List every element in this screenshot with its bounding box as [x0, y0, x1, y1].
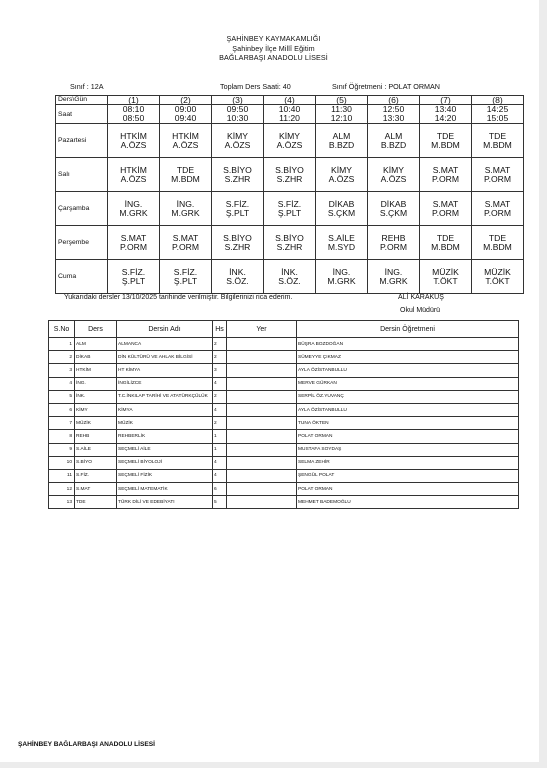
page-edge-shadow-bottom [0, 762, 547, 768]
subject-teacher: SÜMEYYE ÇIKMAZ [297, 351, 519, 364]
subject-yer [227, 390, 297, 403]
lesson-code: S.FİZ. [225, 198, 250, 209]
lesson-cell [108, 158, 160, 192]
period-time [160, 105, 212, 124]
subject-teacher: MERVE GÜRKAN [297, 377, 519, 390]
period-number: (7) [420, 96, 472, 105]
subject-teacher: MEHMET BADEMOĞLU [297, 496, 519, 509]
period-time [264, 105, 316, 124]
lesson-code: S.FİZ. [121, 266, 146, 277]
period-start: 10:40 [278, 104, 301, 114]
lesson-cell [264, 260, 316, 294]
lesson-teacher: Ş.PLT [121, 275, 146, 286]
subject-no: 1 [49, 338, 75, 351]
table-row [49, 390, 519, 403]
lesson-code: KİMY [382, 164, 404, 175]
lesson-cell [472, 260, 524, 294]
lesson-cell [420, 124, 472, 158]
subject-no: 10 [49, 456, 75, 469]
lesson-teacher: S.ZHR [276, 241, 303, 252]
lesson-teacher: S.ÖZ. [278, 275, 301, 286]
lesson-teacher: P.ORM [171, 241, 200, 252]
class-label: Sınıf : 12A [70, 82, 104, 91]
lesson-cell [212, 192, 264, 226]
period-number: (5) [316, 96, 368, 105]
lesson-teacher: Ş.PLT [225, 207, 250, 218]
lesson-cell [420, 158, 472, 192]
lesson-code: S.BİYO [275, 232, 304, 243]
subject-yer [227, 430, 297, 443]
period-time [420, 105, 472, 124]
lesson-cell [368, 124, 420, 158]
schedule-note: Yukarıdaki dersler 13/10/2025 tarihinde verilmiştir. Bilgilerinizi rica ederim. [64, 294, 293, 301]
period-number: (3) [212, 96, 264, 105]
lesson-cell [368, 226, 420, 260]
schedule-day-row [56, 260, 524, 294]
lesson-code: TDE [436, 232, 455, 243]
schedule-day-row [56, 192, 524, 226]
weekly-schedule-table [55, 95, 524, 294]
lesson-code: İNG. [384, 266, 403, 277]
time-row-label: Saat [56, 105, 108, 124]
lesson-code: S.MAT [172, 232, 199, 243]
period-start: 13:40 [434, 104, 457, 114]
class-teacher: Sınıf Öğretmeni : POLAT ORMAN [332, 82, 440, 91]
subject-teacher: AYLA ÖZİSTANBULLU [297, 364, 519, 377]
lesson-teacher: S.ÇKM [379, 207, 408, 218]
subject-no: 2 [49, 351, 75, 364]
lesson-teacher: A.ÖZS [380, 173, 407, 184]
subjects-header: Dersin Adı [117, 321, 213, 338]
subject-hs: 6 [213, 483, 227, 496]
subject-teacher: AYLA ÖZİSTANBULLU [297, 403, 519, 416]
lesson-teacher: P.ORM [379, 241, 408, 252]
lesson-cell [160, 260, 212, 294]
lesson-teacher: M.BDM [431, 139, 460, 150]
lesson-code: S.MAT [432, 198, 459, 209]
table-row [49, 469, 519, 482]
lesson-cell [160, 124, 212, 158]
lesson-teacher: M.GRK [379, 275, 408, 286]
lesson-cell [160, 226, 212, 260]
subject-name: SEÇMELİ BİYOLOJİ [117, 456, 213, 469]
lesson-cell [108, 192, 160, 226]
period-end: 09:40 [174, 113, 197, 124]
subject-code: S.FİZ. [75, 469, 117, 482]
period-start: 09:50 [226, 104, 249, 114]
period-start: 08:10 [122, 104, 145, 114]
lesson-code: TDE [488, 130, 507, 141]
period-number: (8) [472, 96, 524, 105]
lesson-teacher: B.BZD [380, 139, 407, 150]
lesson-teacher: S.ZHR [276, 173, 303, 184]
subject-hs: 2 [213, 390, 227, 403]
lesson-code: İNG. [332, 266, 351, 277]
subject-yer [227, 377, 297, 390]
lesson-cell [264, 226, 316, 260]
subject-code: TDE [75, 496, 117, 509]
lesson-teacher: P.ORM [119, 241, 148, 252]
table-row [49, 456, 519, 469]
lesson-cell [212, 158, 264, 192]
subject-teacher: SELMA ZEHİR [297, 456, 519, 469]
subject-hs: 4 [213, 403, 227, 416]
lesson-code: DİKAB [380, 198, 407, 209]
subject-teacher: TUNA ÖKTEN [297, 417, 519, 430]
lesson-code: ALM [384, 130, 403, 141]
subject-hs: 1 [213, 430, 227, 443]
lesson-teacher: P.ORM [483, 207, 512, 218]
subject-hs: 5 [213, 496, 227, 509]
lesson-code: KİMY [278, 130, 300, 141]
table-row [49, 417, 519, 430]
subject-code: KİMY [75, 403, 117, 416]
lesson-code: DİKAB [328, 198, 355, 209]
lesson-cell [264, 192, 316, 226]
subject-no: 5 [49, 390, 75, 403]
lesson-cell [368, 192, 420, 226]
lesson-code: S.AİLE [328, 232, 355, 243]
table-row [49, 443, 519, 456]
period-start: 14:25 [486, 104, 509, 114]
lesson-teacher: A.ÖZS [276, 139, 303, 150]
lesson-teacher: S.ZHR [224, 241, 251, 252]
footer-school-name: ŞAHİNBEY BAĞLARBAŞI ANADOLU LİSESİ [18, 741, 156, 748]
table-row [49, 496, 519, 509]
subject-name: HT KİMYA [117, 364, 213, 377]
subjects-header: Ders [75, 321, 117, 338]
lesson-teacher: B.BZD [328, 139, 355, 150]
period-end: 11:20 [279, 113, 300, 124]
lesson-teacher: M.BDM [483, 241, 512, 252]
lesson-code: MÜZİK [432, 266, 459, 277]
schedule-corner: Ders\Gün [56, 96, 108, 105]
subject-hs: 4 [213, 469, 227, 482]
lesson-teacher: T.ÖKT [433, 275, 458, 286]
subject-yer [227, 417, 297, 430]
lesson-code: KİMY [226, 130, 248, 141]
period-end: 12:10 [330, 113, 353, 124]
subject-no: 12 [49, 483, 75, 496]
period-end: 15:05 [486, 113, 509, 124]
lesson-teacher: S.ÖZ. [226, 275, 249, 286]
lesson-teacher: A.ÖZS [120, 139, 147, 150]
subject-teacher: SERPİL ÖZ.YUVANÇ [297, 390, 519, 403]
lesson-cell [108, 226, 160, 260]
lesson-code: ALM [332, 130, 351, 141]
subject-yer [227, 496, 297, 509]
lesson-teacher: A.ÖZS [328, 173, 355, 184]
subject-yer [227, 456, 297, 469]
schedule-day-row [56, 124, 524, 158]
lesson-cell [316, 226, 368, 260]
subject-yer [227, 403, 297, 416]
subject-hs: 4 [213, 456, 227, 469]
lesson-teacher: A.ÖZS [120, 173, 147, 184]
subject-code: HTKİM [75, 364, 117, 377]
table-row [49, 377, 519, 390]
subject-name: TÜRK DİLİ VE EDEBİYATI [117, 496, 213, 509]
lesson-cell [472, 158, 524, 192]
subject-code: ALM [75, 338, 117, 351]
subject-no: 11 [49, 469, 75, 482]
lesson-code: İNG. [176, 198, 195, 209]
lesson-cell [316, 124, 368, 158]
lesson-cell [212, 226, 264, 260]
lesson-code: REHB [381, 232, 406, 243]
period-end: 10:30 [226, 113, 249, 124]
lesson-teacher: M.GRK [119, 207, 148, 218]
lesson-teacher: S.ÇKM [327, 207, 356, 218]
page-edge-shadow [539, 0, 547, 768]
subject-no: 9 [49, 443, 75, 456]
lesson-teacher: A.ÖZS [172, 139, 199, 150]
subject-yer [227, 443, 297, 456]
subjects-header: Yer [227, 321, 297, 338]
table-row [49, 364, 519, 377]
lesson-code: S.MAT [432, 164, 459, 175]
period-end: 08:50 [122, 113, 145, 124]
lesson-cell [264, 124, 316, 158]
lesson-teacher: A.ÖZS [224, 139, 251, 150]
period-number: (4) [264, 96, 316, 105]
lesson-teacher: P.ORM [483, 173, 512, 184]
subject-name: İNGİLİZCE [117, 377, 213, 390]
lesson-cell [316, 192, 368, 226]
lesson-cell [368, 158, 420, 192]
lesson-cell [316, 158, 368, 192]
subject-no: 3 [49, 364, 75, 377]
lesson-code: TDE [176, 164, 195, 175]
subject-no: 4 [49, 377, 75, 390]
subject-name: T.C.İNKILAP TARİHİ VE ATATÜRKÇÜLÜK [117, 390, 213, 403]
subject-teacher: ŞENGÜL POLAT [297, 469, 519, 482]
subjects-header: Dersin Öğretmeni [297, 321, 519, 338]
subject-name: KİMYA [117, 403, 213, 416]
subjects-table [48, 320, 519, 509]
principal-title: Okul Müdürü [400, 307, 441, 314]
subject-code: S.MAT [75, 483, 117, 496]
subject-teacher: POLAT ORMAN [297, 430, 519, 443]
day-label: Salı [56, 158, 108, 192]
lesson-teacher: M.BDM [171, 173, 200, 184]
lesson-cell [212, 124, 264, 158]
subject-code: DİKAB [75, 351, 117, 364]
subject-name: SEÇMELİ AİLE [117, 443, 213, 456]
subject-no: 7 [49, 417, 75, 430]
period-start: 12:50 [382, 104, 405, 114]
schedule-day-row [56, 158, 524, 192]
lesson-teacher: P.ORM [431, 173, 460, 184]
lesson-cell [420, 260, 472, 294]
lesson-code: S.MAT [484, 164, 511, 175]
lesson-code: S.MAT [120, 232, 147, 243]
subject-code: İNK. [75, 390, 117, 403]
period-time [316, 105, 368, 124]
subjects-header: Hs [213, 321, 227, 338]
table-row [49, 430, 519, 443]
period-end: 14:20 [434, 113, 457, 124]
lesson-code: S.FİZ. [277, 198, 302, 209]
lesson-teacher: M.SYD [327, 241, 356, 252]
subject-no: 8 [49, 430, 75, 443]
lesson-cell [472, 124, 524, 158]
subject-code: MÜZİK [75, 417, 117, 430]
subject-hs: 1 [213, 443, 227, 456]
header-line-3: BAĞLARBAŞI ANADOLU LİSESİ [219, 53, 328, 63]
period-time [472, 105, 524, 124]
lesson-teacher: T.ÖKT [485, 275, 510, 286]
principal-name: ALİ KARAKUŞ [398, 294, 444, 301]
subject-hs: 2 [213, 338, 227, 351]
lesson-teacher: Ş.PLT [277, 207, 302, 218]
lesson-teacher: M.BDM [431, 241, 460, 252]
lesson-cell [212, 260, 264, 294]
day-label: Çarşamba [56, 192, 108, 226]
document-header [0, 34, 547, 63]
subject-yer [227, 469, 297, 482]
day-label: Pazartesi [56, 124, 108, 158]
lesson-code: İNG. [124, 198, 143, 209]
day-label: Cuma [56, 260, 108, 294]
subject-teacher: BÜŞRA BOZDOĞAN [297, 338, 519, 351]
period-number: (6) [368, 96, 420, 105]
subject-hs: 2 [213, 351, 227, 364]
period-end: 13:30 [382, 113, 405, 124]
schedule-day-row [56, 226, 524, 260]
lesson-cell [472, 192, 524, 226]
day-label: Perşembe [56, 226, 108, 260]
lesson-code: S.FİZ. [173, 266, 198, 277]
lesson-cell [420, 192, 472, 226]
lesson-cell [264, 158, 316, 192]
lesson-cell [420, 226, 472, 260]
subject-code: REHB [75, 430, 117, 443]
lesson-cell [472, 226, 524, 260]
lesson-code: TDE [436, 130, 455, 141]
lesson-cell [108, 124, 160, 158]
subject-name: ALMANCA [117, 338, 213, 351]
lesson-teacher: M.BDM [483, 139, 512, 150]
lesson-code: HTKİM [120, 130, 147, 141]
table-row [49, 338, 519, 351]
subject-name: SEÇMELİ MATEMATİK [117, 483, 213, 496]
subject-yer [227, 338, 297, 351]
subject-name: REHBERLİK [117, 430, 213, 443]
subjects-header: S.No [49, 321, 75, 338]
lesson-teacher: M.GRK [327, 275, 356, 286]
period-time [212, 105, 264, 124]
table-row [49, 403, 519, 416]
lesson-cell [160, 158, 212, 192]
lesson-code: KİMY [330, 164, 352, 175]
subject-yer [227, 483, 297, 496]
subject-name: DİN KÜLTÜRÜ VE AHLAK BİLGİSİ [117, 351, 213, 364]
lesson-code: S.MAT [484, 198, 511, 209]
period-number: (1) [108, 96, 160, 105]
subject-code: S.AİLE [75, 443, 117, 456]
period-time [368, 105, 420, 124]
subject-code: İNG. [75, 377, 117, 390]
subject-no: 6 [49, 403, 75, 416]
table-row [49, 351, 519, 364]
table-row [49, 483, 519, 496]
subject-name: SEÇMELİ FİZİK [117, 469, 213, 482]
lesson-teacher: P.ORM [431, 207, 460, 218]
subject-yer [227, 351, 297, 364]
lesson-code: İNK. [229, 266, 246, 277]
lesson-code: HTKİM [120, 164, 147, 175]
lesson-code: MÜZİK [484, 266, 511, 277]
lesson-code: S.BİYO [275, 164, 304, 175]
lesson-cell [160, 192, 212, 226]
lesson-cell [108, 260, 160, 294]
subject-hs: 4 [213, 377, 227, 390]
subject-yer [227, 364, 297, 377]
subject-hs: 2 [213, 417, 227, 430]
subject-teacher: MUSTAFA SOYDAŞ [297, 443, 519, 456]
header-line-1: ŞAHİNBEY KAYMAKAMLIĞI [226, 34, 321, 43]
header-line-2: Şahinbey İlçe Millî Eğitim [232, 43, 315, 53]
total-hours: Toplam Ders Saati: 40 [220, 82, 291, 91]
period-start: 09:00 [174, 104, 197, 114]
lesson-code: S.BİYO [223, 232, 252, 243]
lesson-teacher: Ş.PLT [173, 275, 198, 286]
subject-teacher: POLAT ORMAN [297, 483, 519, 496]
period-start: 11:30 [331, 104, 352, 114]
subject-no: 13 [49, 496, 75, 509]
subject-hs: 3 [213, 364, 227, 377]
period-number: (2) [160, 96, 212, 105]
lesson-code: TDE [488, 232, 507, 243]
lesson-teacher: M.GRK [171, 207, 200, 218]
lesson-cell [316, 260, 368, 294]
lesson-cell [368, 260, 420, 294]
lesson-code: İNK. [281, 266, 298, 277]
subject-code: S.BİYO [75, 456, 117, 469]
subject-name: MÜZİK [117, 417, 213, 430]
lesson-code: S.BİYO [223, 164, 252, 175]
lesson-code: HTKİM [172, 130, 199, 141]
period-time [108, 105, 160, 124]
lesson-teacher: S.ZHR [224, 173, 251, 184]
